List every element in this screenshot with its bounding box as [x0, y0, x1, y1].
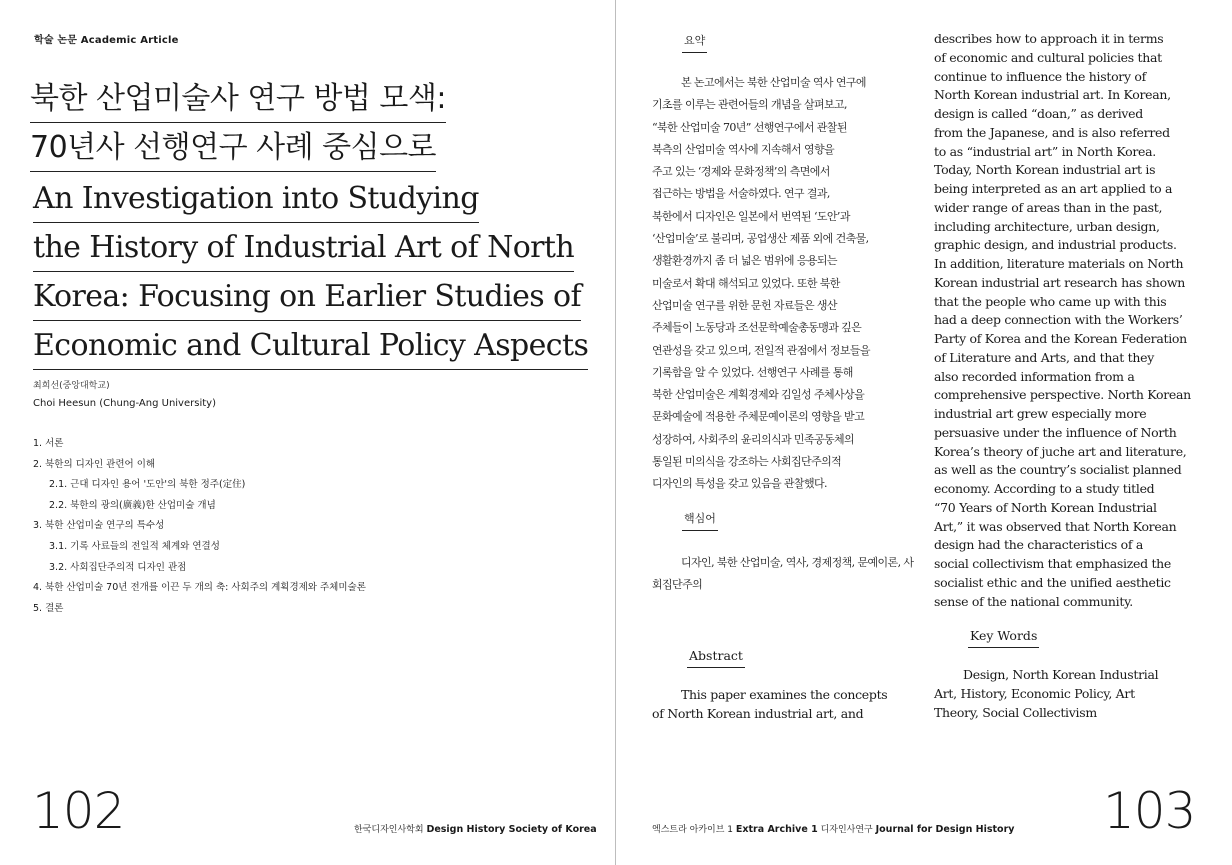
- english-abstract-line: social collectivism that emphasized the: [934, 556, 1172, 571]
- korean-abstract-line: 북한에서 디자인은 일본에서 번역된 ‘도안’과: [652, 209, 850, 223]
- english-abstract-line: wider range of areas than in the past,: [934, 199, 1163, 215]
- korean-keywords-line: 문예이론, 사회집단주의: [652, 556, 914, 591]
- english-abstract-line: sense of the national community.: [934, 593, 1133, 609]
- english-abstract-line: In addition, literature materials on North: [934, 256, 1184, 271]
- english-abstract-line: economy. According to a study titled: [934, 481, 1155, 496]
- english-abstract-line: industrial art grew especially more: [934, 406, 1147, 421]
- english-abstract-heading: [687, 648, 745, 668]
- toc-subitem: 2.2. 북한의 광의(廣義)한 산업미술 개념: [49, 499, 216, 511]
- english-title-line: Korea: Focusing on Earlier Studies of: [33, 277, 581, 321]
- korean-title-line: 70년사 선행연구 사례 중심으로: [30, 128, 436, 172]
- english-abstract-line: of North Korean industrial art, and: [652, 705, 864, 721]
- author-english: Choi Heesun (Chung-Ang University): [33, 398, 216, 409]
- toc-item: 3. 북한 산업미술 연구의 특수성: [33, 520, 165, 532]
- english-abstract-line: of Literature and Arts, and that they: [934, 349, 1154, 365]
- english-abstract-line: had a deep connection with the Workers’: [934, 312, 1183, 328]
- english-abstract-line: design is called “doan,” as derived: [934, 106, 1143, 121]
- english-abstract-line: graphic design, and industrial products.: [934, 237, 1177, 253]
- english-abstract-line: comprehensive perspective. North Korean: [934, 387, 1191, 403]
- toc-subitem: 2.1. 근대 디자인 용어 '도안'의 북한 정주(定住): [49, 479, 246, 491]
- page-number-right: 103: [1103, 782, 1196, 840]
- korean-abstract-line: 북측의 산업미술 역사에 지속해서 영향을: [652, 142, 835, 156]
- korean-abstract-line: 디자인의 특성을 갖고 있음을 관찰했다.: [652, 477, 827, 491]
- korean-title: [30, 76, 590, 174]
- page-gutter: [615, 0, 616, 865]
- korean-keywords-heading: [682, 510, 718, 531]
- author-block: [33, 378, 216, 412]
- korean-abstract-line: 산업미술 연구를 위한 문헌 자료들은 생산: [652, 298, 837, 312]
- korean-abstract-line: 성장하여, 사회주의 윤리의식과 민족공동체의: [652, 432, 855, 446]
- english-abstract-line: Party of Korea and the Korean Federation: [934, 331, 1187, 346]
- english-abstract-line: from the Japanese, and is also referred: [934, 124, 1170, 140]
- english-keywords-line: Design, North Korean Industrial: [963, 667, 1159, 682]
- toc-item: 5. 결론: [33, 602, 64, 614]
- english-abstract-line: North Korean industrial art. In Korean,: [934, 87, 1171, 103]
- footer-archive-english: Extra Archive 1: [735, 824, 818, 835]
- english-abstract-line: continue to influence the history of: [934, 68, 1146, 84]
- english-abstract-line: This paper examines the concepts: [681, 687, 888, 702]
- korean-abstract-line: 문화예술에 적용한 주체문예이론의 영향을 받고: [652, 410, 865, 424]
- english-keywords-line: Theory, Social Collectivism: [934, 705, 1097, 720]
- english-abstract-continued: [934, 30, 1196, 611]
- english-abstract-line: being interpreted as an art applied to a: [934, 181, 1173, 196]
- footer-journal-english: Journal for Design History: [875, 824, 1015, 835]
- footer-society-english: Design History Society of Korea: [426, 824, 597, 835]
- english-abstract-line: that the people who came up with this: [934, 293, 1167, 309]
- english-abstract-line: of economic and cultural policies that: [934, 49, 1162, 65]
- english-title: [33, 176, 603, 372]
- footer-right: [652, 822, 1014, 835]
- korean-keywords-body: [652, 552, 914, 596]
- english-abstract-line: design had the characteristics of a: [934, 537, 1143, 553]
- korean-abstract-heading-text: 요약: [682, 32, 707, 53]
- english-abstract-line: socialist ethic and the unified aesthetic: [934, 574, 1171, 590]
- author-korean: 최희선(중앙대학교): [33, 381, 110, 391]
- english-abstract-line: as well as the country’s socialist planned: [934, 462, 1182, 478]
- korean-abstract-line: 기초를 이루는 관련어들의 개념을 살펴보고,: [652, 98, 847, 112]
- table-of-contents: [33, 434, 366, 619]
- korean-abstract-line: “북한 산업미술 70년” 선행연구에서 관찰된: [652, 120, 847, 134]
- korean-abstract-body: [652, 72, 914, 496]
- english-abstract-line: Korea’s theory of juche art and literature,: [934, 443, 1187, 459]
- korean-abstract-line: 기록함을 알 수 있었다. 선행연구 사례를 통해: [652, 365, 853, 379]
- english-abstract-line: Today, North Korean industrial art is: [934, 162, 1156, 178]
- english-keywords-heading-text: Key Words: [968, 628, 1039, 648]
- page-number-left: 102: [32, 782, 125, 840]
- korean-abstract-heading: [682, 32, 707, 53]
- toc-item: 2. 북한의 디자인 관련어 이해: [33, 458, 156, 470]
- english-keywords-line: Art, History, Economic Policy, Art: [934, 686, 1135, 701]
- english-abstract-line: describes how to approach it in terms: [934, 31, 1164, 46]
- korean-abstract-line: 통일된 미의식을 강조하는 사회집단주의적: [652, 455, 842, 469]
- toc-subitem: 3.1. 기록 사료들의 전일적 체계와 연결성: [49, 540, 220, 552]
- english-keywords-body: [934, 665, 1196, 722]
- korean-abstract-line: 접근하는 방법을 서술하였다. 연구 결과,: [652, 187, 830, 201]
- korean-abstract-line: 주체들이 노동당과 조선문학예술총동맹과 깊은: [652, 321, 862, 335]
- footer-left: [354, 822, 597, 835]
- korean-abstract-line: 연관성을 갖고 있으며, 전일적 관점에서 정보들을: [652, 343, 870, 357]
- section-label: 학술 논문 Academic Article: [34, 35, 179, 46]
- english-title-line: Economic and Cultural Policy Aspects: [33, 326, 588, 370]
- english-abstract-heading-text: Abstract: [687, 648, 745, 668]
- korean-abstract-line: 본 논고에서는 북한 산업미술 역사 연구에: [681, 76, 866, 89]
- korean-abstract-line: 생활환경까지 좀 더 넓은 범위에 응용되는: [652, 254, 837, 268]
- toc-subitem: 3.2. 사회집단주의적 디자인 관점: [49, 561, 187, 573]
- footer-archive-korean: 엑스트라 아카이브 1: [652, 825, 734, 835]
- english-title-line: An Investigation into Studying: [33, 179, 479, 223]
- english-abstract-line: including architecture, urban design,: [934, 218, 1160, 234]
- english-abstract-start: [652, 686, 914, 723]
- english-keywords-heading: [968, 628, 1039, 648]
- korean-abstract-line: 북한 산업미술은 계획경제와 김일성 주체사상을: [652, 388, 865, 402]
- english-abstract-line: Art,” it was observed that North Korean: [934, 518, 1177, 534]
- footer-journal-korean: 디자인사연구: [820, 825, 873, 835]
- korean-keywords-line: 디자인, 북한 산업미술, 역사, 경제정책,: [681, 556, 855, 569]
- english-abstract-line: persuasive under the influence of North: [934, 424, 1177, 440]
- korean-abstract-line: 미술로서 확대 해석되고 있었다. 또한 북한: [652, 276, 840, 290]
- korean-title-line: 북한 산업미술사 연구 방법 모색:: [30, 79, 446, 123]
- english-abstract-line: to as “industrial art” in North Korea.: [934, 143, 1156, 159]
- toc-item: 1. 서론: [33, 438, 64, 449]
- english-abstract-line: “70 Years of North Korean Industrial: [934, 499, 1157, 515]
- english-abstract-line: also recorded information from a: [934, 368, 1135, 384]
- toc-item: 4. 북한 산업미술 70년 전개를 이끈 두 개의 축: 사회주의 계획경제와 주체미술론: [33, 582, 366, 594]
- korean-abstract-line: ‘산업미술’로 불리며, 공업생산 제품 외에 건축물,: [652, 232, 869, 246]
- english-title-line: the History of Industrial Art of North: [33, 228, 574, 272]
- footer-society-korean: 한국디자인사학회: [354, 825, 424, 835]
- english-abstract-line: Korean industrial art research has shown: [934, 274, 1186, 290]
- korean-abstract-line: 주고 있는 ‘경제와 문화정책’의 측면에서: [652, 165, 830, 179]
- korean-keywords-heading-text: 핵심어: [682, 510, 718, 531]
